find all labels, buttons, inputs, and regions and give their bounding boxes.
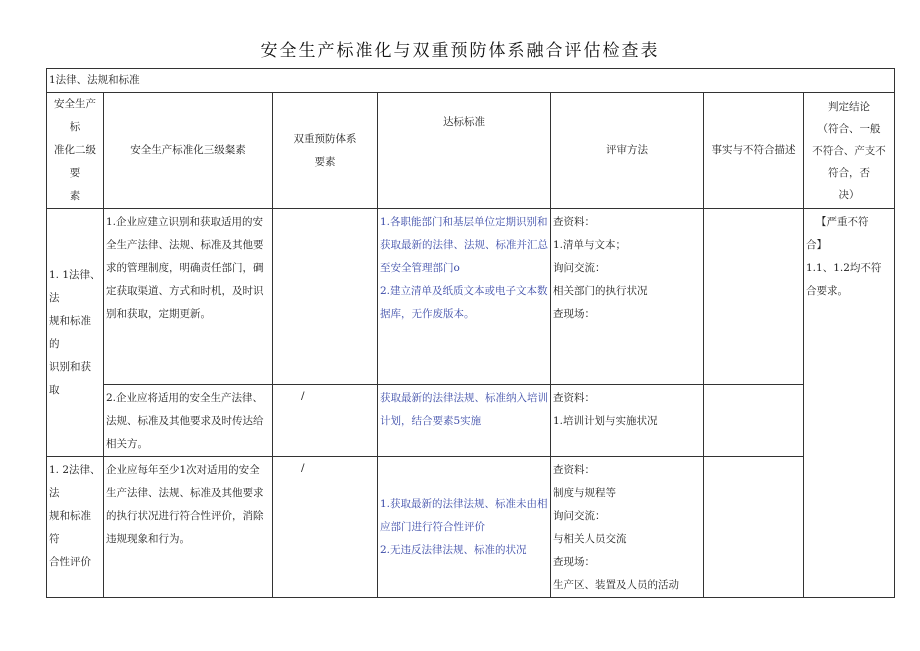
row-1-1-level2: 1. 1法律、 法 规和标准的 识别和获 取 (47, 209, 104, 457)
row-1-1-method-b: 查资料： 1.培训计划与实施状况 (551, 385, 704, 457)
row-1-1-dual-b: / (273, 385, 378, 457)
row-1-2-level3: 企业应每年至少1次对适用的安全生产法律、法规、标准及其他要求的执行状况进行符合性评价，消除违规现象和行为。 (104, 457, 273, 598)
row-1-1-dual-a (273, 209, 378, 385)
header-level2: 安全生产标 准化二级要 素 (47, 93, 104, 209)
row-1-2-method: 查资料： 制度与规程等 询问交流： 与相关人员交流 查现场： 生产区、装置及人员的活动 (551, 457, 704, 598)
table-row (47, 457, 895, 598)
header-verdict: 判定结论 （符合、一般 不符合、产支不 符合，否 决） (804, 93, 895, 209)
header-row (47, 93, 895, 209)
row-1-1-facts-a (704, 209, 804, 385)
row-1-2-level2: 1. 2法律、 法 规和标准符 合性评价 (47, 457, 104, 598)
row-1-1-level3-b: 2.企业应将适用的安全生产法律、法规、标准及其他要求及时传达给相关方。 (104, 385, 273, 457)
header-dual: 双重预防体系 要素 (273, 93, 378, 209)
row-1-verdict: 【严重不符 合】 1.1、1.2均不符 合要求。 (804, 209, 895, 598)
table-row (47, 209, 895, 385)
header-standard: 达标标准 (378, 93, 551, 209)
header-facts: 事实与不符合描述 (704, 93, 804, 209)
row-1-2-facts (704, 457, 804, 598)
section-row (47, 69, 895, 93)
row-1-1-standard-a: 1.各职能部门和基层单位定期识别和获取最新的法律、法规、标准并汇总至安全管理部门o 2.建立清单及纸质文本或电子文本数据库，无作废版本。 (378, 209, 551, 385)
row-1-2-standard: 1.获取最新的法律法规、标准未由相应部门进行符合性评价 2.无违反法律法规、标准的状况 (378, 457, 551, 598)
page-title: 安全生产标准化与双重预防体系融合评估检查表 (260, 41, 660, 61)
checklist-table (46, 68, 895, 598)
row-1-1-level3-a: 1.企业应建立识别和获取适用的安全生产法律、法规、标准及其他要求的管理制度，明确责任部门，碉定获取渠道、方式和时机，及时识别和获取，定期更新。 (104, 209, 273, 385)
header-level3: 安全生产标准化三级粲素 (104, 93, 273, 209)
section-title: 1法律、法规和标准 (47, 69, 895, 93)
row-1-2-dual: / (273, 457, 378, 598)
header-method: 评审方法 (551, 93, 704, 209)
row-1-1-facts-b (704, 385, 804, 457)
table-row (47, 385, 895, 457)
row-1-1-method-a: 查资料： 1.清单与文本； 询问交流： 相关部门的执行状况 查现场： (551, 209, 704, 385)
row-1-1-standard-b: 获取最新的法律法规、标准纳入培训计划，结合要素5实施 (378, 385, 551, 457)
